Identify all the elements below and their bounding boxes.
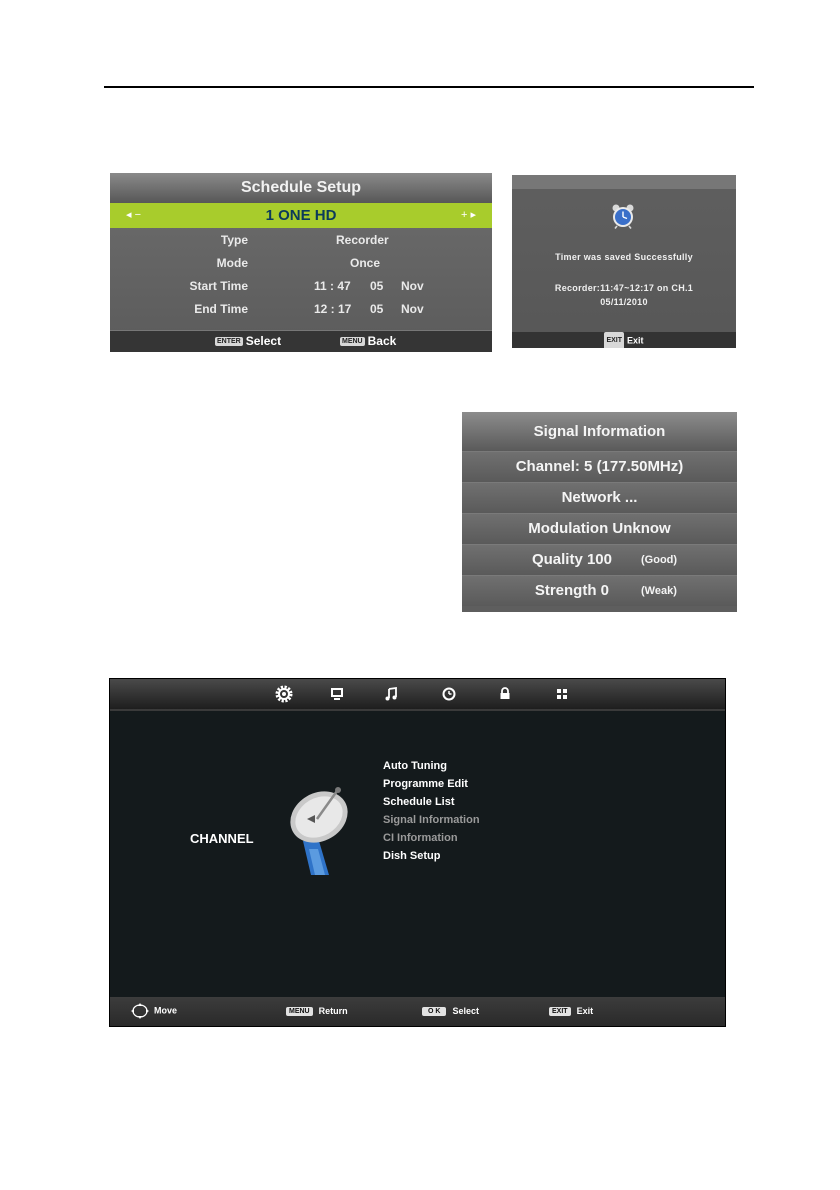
back-label: Back — [367, 334, 397, 348]
music-icon[interactable] — [383, 686, 399, 702]
channel-selector[interactable] — [110, 203, 492, 228]
signal-network-row — [462, 482, 737, 513]
type-row[interactable] — [110, 228, 492, 251]
clock-icon[interactable] — [441, 686, 457, 702]
end-day-value: 05 — [370, 302, 384, 316]
gear-icon[interactable] — [273, 683, 295, 705]
menu-item-ci-information[interactable]: CI Information — [383, 832, 458, 844]
signal-strength: Strength 0 — [534, 582, 609, 599]
start-time-value: 11 : 47 — [314, 279, 351, 293]
satellite-dish-icon — [285, 779, 357, 875]
mode-value: Once — [350, 256, 381, 270]
signal-quality: Quality 100 — [531, 551, 612, 568]
move-label: Move — [154, 1005, 178, 1016]
dialog-title-bar — [512, 175, 736, 189]
signal-strength-row — [462, 575, 737, 606]
exit-hint[interactable] — [549, 1006, 593, 1016]
timer-message: Timer was saved Successfully — [555, 252, 693, 262]
menu-top-bar — [110, 679, 726, 711]
menu-item-schedule-list[interactable]: Schedule List — [383, 796, 455, 808]
start-time-row[interactable] — [110, 274, 492, 297]
select-label: Select — [452, 1006, 479, 1016]
menu-key-icon: MENU — [286, 1007, 313, 1016]
navigate-arrows-icon — [130, 1002, 150, 1020]
signal-information-panel — [462, 412, 737, 612]
signal-modulation-row — [462, 513, 737, 544]
end-time-label: End Time — [194, 302, 248, 316]
signal-strength-tag: (Weak) — [641, 585, 677, 597]
tv-icon[interactable] — [329, 686, 345, 702]
exit-key-icon: EXIT — [549, 1007, 571, 1016]
start-time-label: Start Time — [189, 279, 248, 293]
alarm-clock-icon — [611, 203, 635, 229]
exit-key-icon: EXIT — [604, 332, 624, 348]
menu-back-hint[interactable] — [340, 334, 396, 348]
type-label: Type — [220, 233, 248, 247]
signal-modulation: Modulation Unknow — [528, 520, 671, 537]
menu-item-auto-tuning[interactable]: Auto Tuning — [383, 760, 447, 772]
signal-quality-tag: (Good) — [641, 554, 678, 566]
timer-saved-dialog — [512, 175, 736, 348]
mode-label: Mode — [216, 256, 248, 270]
start-month-value: Nov — [401, 279, 424, 293]
enter-select-hint[interactable] — [215, 334, 281, 348]
ok-key-icon: O K — [422, 1007, 446, 1016]
signal-network: Network ... — [561, 489, 638, 506]
end-month-value: Nov — [401, 302, 424, 316]
menu-footer — [110, 997, 726, 1026]
timer-detail: Recorder:11:47~12:17 on CH.1 — [554, 283, 694, 293]
header-rule — [104, 86, 754, 88]
type-value: Recorder — [336, 233, 389, 247]
end-time-value: 12 : 17 — [314, 302, 352, 316]
exit-label: Exit — [576, 1006, 594, 1016]
menu-item-dish-setup[interactable]: Dish Setup — [383, 850, 441, 862]
exit-label: Exit — [627, 335, 644, 346]
menu-key-icon: MENU — [342, 338, 363, 346]
enter-key-icon: ENTER — [217, 338, 241, 346]
channel-menu-screen — [109, 678, 726, 1027]
mode-row[interactable] — [110, 251, 492, 274]
signal-quality-row — [462, 544, 737, 575]
signal-channel-row — [462, 451, 737, 482]
exit-hint[interactable] — [512, 332, 736, 348]
start-day-value: 05 — [370, 279, 384, 293]
end-time-row[interactable] — [110, 297, 492, 320]
grid-icon[interactable] — [554, 686, 570, 702]
channel-section-label: CHANNEL — [190, 831, 254, 846]
signal-channel: Channel: 5 (177.50MHz) — [515, 458, 684, 475]
menu-item-signal-information[interactable]: Signal Information — [383, 814, 480, 826]
lock-icon[interactable] — [497, 686, 513, 702]
move-hint[interactable] — [130, 1002, 177, 1020]
schedule-title: Schedule Setup — [110, 173, 492, 203]
schedule-setup-panel — [110, 173, 492, 352]
menu-return-hint[interactable] — [286, 1006, 348, 1016]
select-label: Select — [245, 334, 282, 348]
signal-title: Signal Information — [462, 412, 737, 451]
return-label: Return — [318, 1006, 348, 1016]
schedule-footer — [110, 330, 492, 352]
ok-select-hint[interactable] — [422, 1006, 479, 1016]
right-arrow-icon[interactable]: + ▸ — [460, 209, 476, 221]
left-arrow-icon[interactable]: ◂ − — [126, 209, 142, 221]
menu-item-programme-edit[interactable]: Programme Edit — [383, 778, 468, 790]
timer-date: 05/11/2010 — [600, 297, 648, 307]
channel-name: 1 ONE HD — [265, 207, 337, 224]
